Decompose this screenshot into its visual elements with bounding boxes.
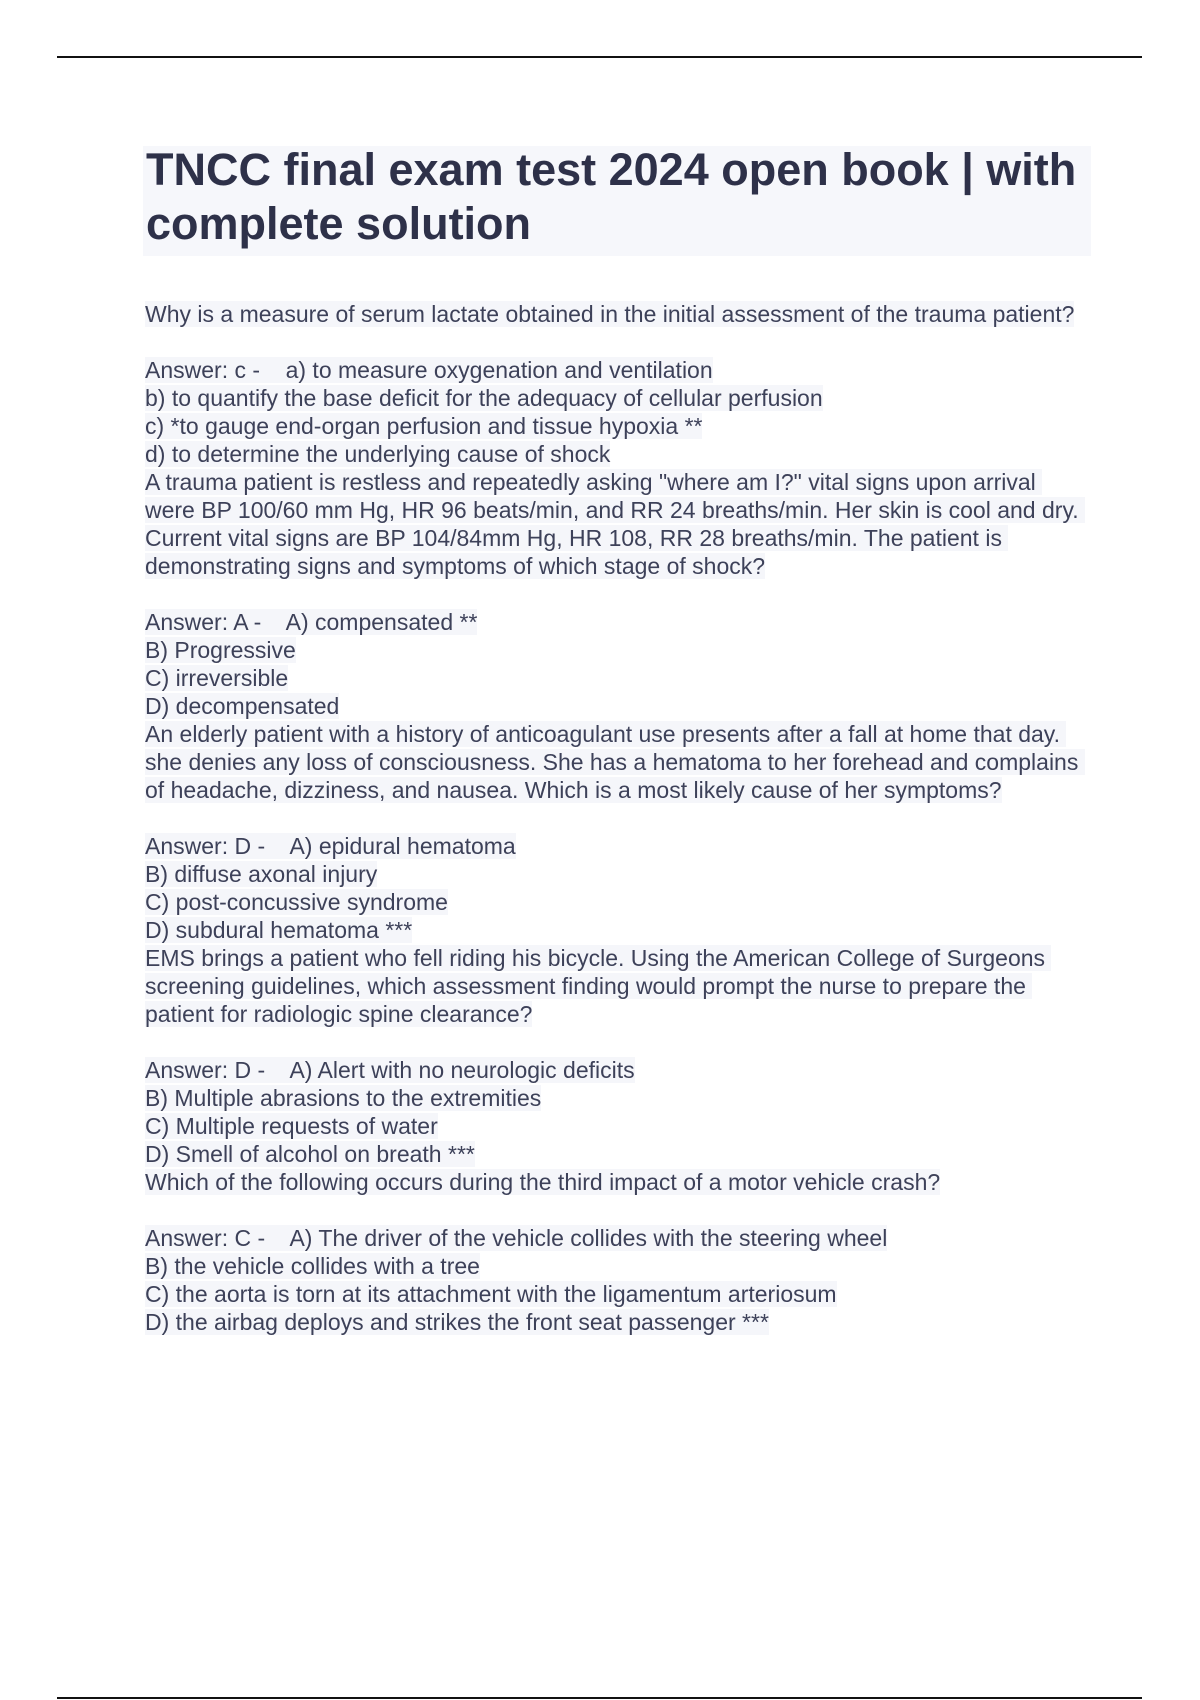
option-b: B) diffuse axonal injury [145, 861, 378, 887]
qa-item [145, 468, 1090, 720]
qa-item [145, 720, 1090, 944]
option-a: A) compensated ** [285, 609, 478, 635]
option-c: C) post-concussive syndrome [145, 889, 448, 915]
answer-prefix: Answer: C - [145, 1225, 266, 1251]
option-b: B) the vehicle collides with a tree [145, 1253, 480, 1279]
question-text: A trauma patient is restless and repeatedly asking "where am I?" vital signs upon arrival were BP 100/60 mm Hg, HR 96 beats/min, and RR 24 breaths/min. Her skin is cool and dry. Current vital signs are BP 104/84mm Hg, HR 108, RR 28 breaths/min. The patient is demonstrating signs and symptoms of which stage of shock? [145, 469, 1086, 579]
answer-prefix: Answer: D - [145, 833, 266, 859]
qa-item [145, 1168, 1090, 1336]
option-d: D) decompensated [145, 693, 340, 719]
option-a: a) to measure oxygenation and ventilation [285, 357, 713, 383]
answer-line [145, 1056, 1090, 1084]
option-d: D) subdural hematoma *** [145, 917, 413, 943]
answer-prefix: Answer: c - [145, 357, 261, 383]
question-text: EMS brings a patient who fell riding his bicycle. Using the American College of Surgeons screening guidelines, which assessment finding would prompt the nurse to prepare the patient for radiologic spine clearance? [145, 945, 1052, 1027]
document-title: TNCC final exam test 2024 open book | with complete solution [146, 144, 1077, 249]
question-text: Why is a measure of serum lactate obtained in the initial assessment of the trauma patient? [145, 301, 1075, 327]
question-text: An elderly patient with a history of anticoagulant use presents after a fall at home that day. she denies any loss of consciousness. She has a hematoma to her forehead and complains of headache, dizziness, and nausea. Which is a most likely cause of her symptoms? [145, 721, 1085, 803]
option-c: C) the aorta is torn at its attachment with the ligamentum arteriosum [145, 1281, 837, 1307]
option-c: C) irreversible [145, 665, 289, 691]
answer-prefix: Answer: A - [145, 609, 262, 635]
option-d: D) Smell of alcohol on breath *** [145, 1141, 475, 1167]
answer-line [145, 832, 1090, 860]
option-d: D) the airbag deploys and strikes the front seat passenger *** [145, 1309, 769, 1335]
answer-prefix: Answer: D - [145, 1057, 266, 1083]
question-text: Which of the following occurs during the third impact of a motor vehicle crash? [145, 1169, 941, 1195]
option-a: A) epidural hematoma [289, 833, 516, 859]
option-a: A) The driver of the vehicle collides with the steering wheel [289, 1225, 888, 1251]
option-b: b) to quantify the base deficit for the adequacy of cellular perfusion [145, 385, 823, 411]
qa-content [145, 300, 1090, 1336]
answer-line [145, 1224, 1090, 1252]
option-c: C) Multiple requests of water [145, 1113, 438, 1139]
option-a: A) Alert with no neurologic deficits [289, 1057, 635, 1083]
option-b: B) Multiple abrasions to the extremities [145, 1085, 542, 1111]
option-d: d) to determine the underlying cause of shock [145, 441, 611, 467]
qa-item [145, 300, 1090, 468]
option-c: c) *to gauge end-organ perfusion and tissue hypoxia ** [145, 413, 703, 439]
answer-line [145, 356, 1090, 384]
bottom-rule [57, 1697, 1142, 1699]
top-rule [57, 56, 1142, 58]
option-b: B) Progressive [145, 637, 296, 663]
qa-item [145, 944, 1090, 1168]
answer-line [145, 608, 1090, 636]
